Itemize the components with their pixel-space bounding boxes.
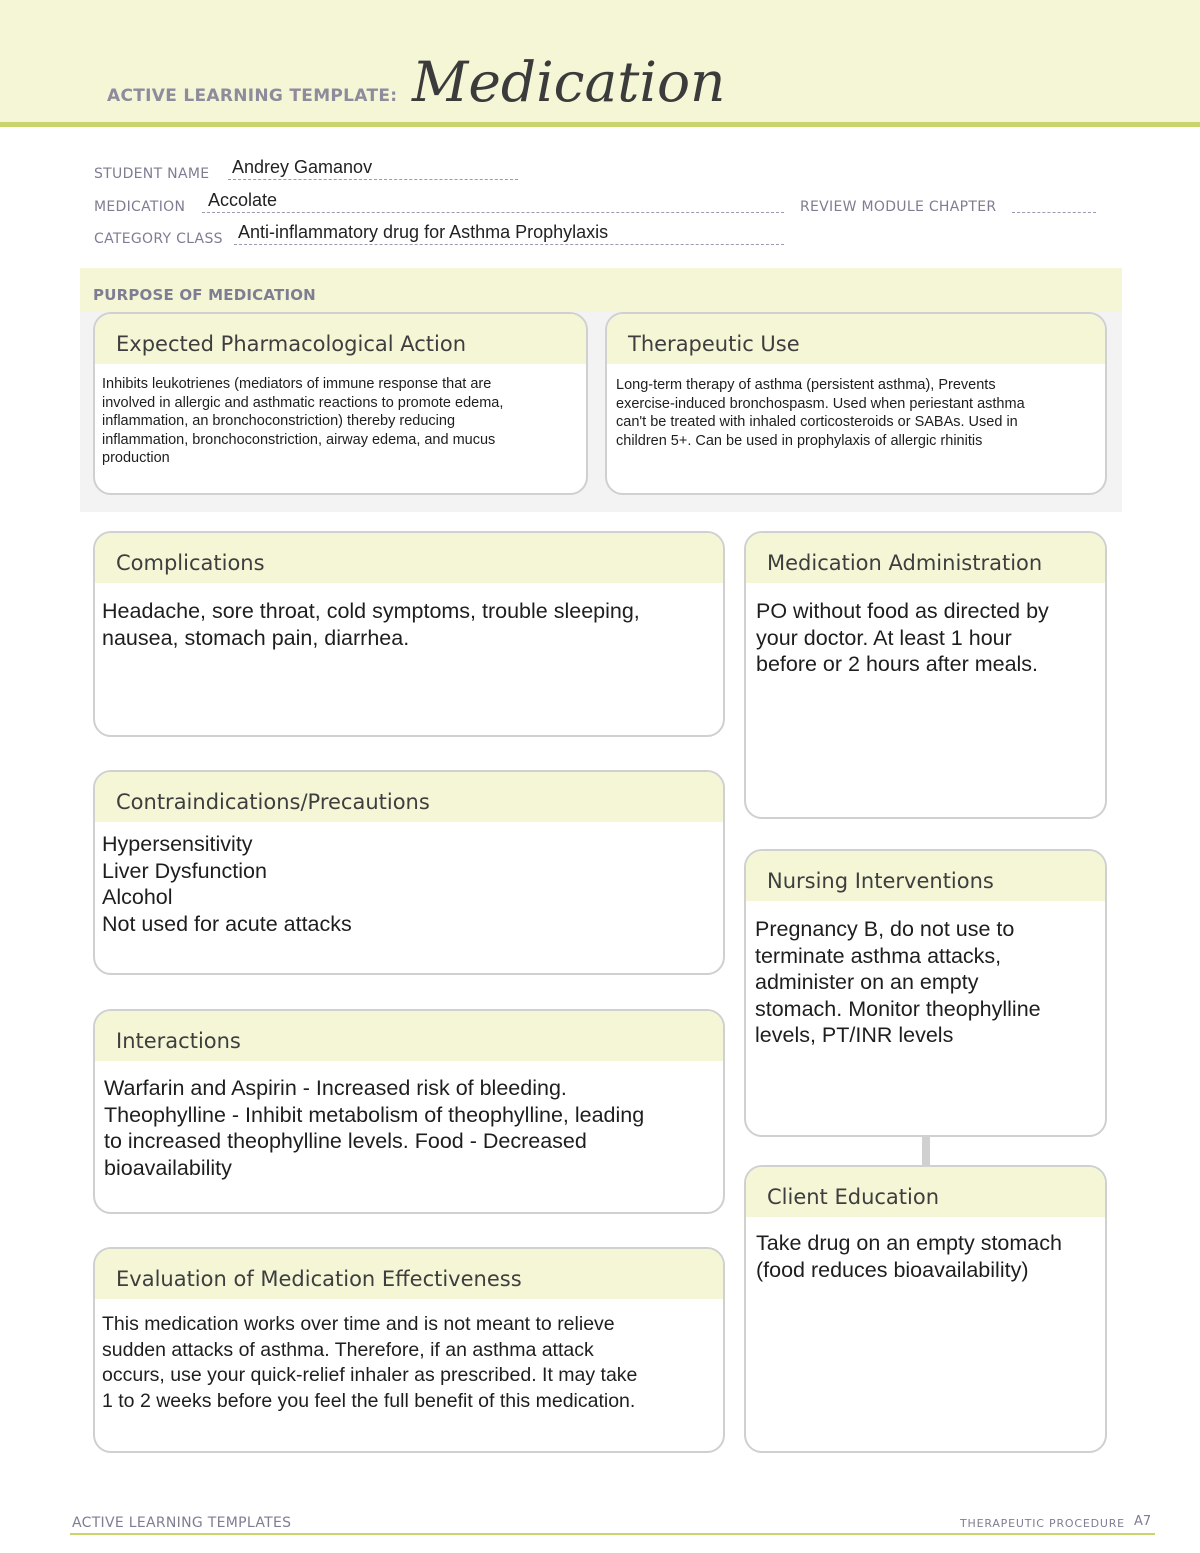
therapeutic-use-title: Therapeutic Use (607, 314, 1105, 366)
contraindications-title: Contraindications/Precautions (95, 772, 723, 824)
medication-row (94, 190, 794, 217)
client-education-box (744, 1165, 1107, 1453)
review-module-row (800, 193, 1100, 217)
student-name-line (228, 179, 518, 180)
medication-line (202, 212, 784, 213)
interactions-title: Interactions (95, 1011, 723, 1063)
category-class-field[interactable]: Anti-inflammatory drug for Asthma Prophylaxis (238, 222, 609, 242)
footer-rule (70, 1533, 1155, 1535)
page-title: Medication (412, 50, 726, 114)
page-number: A7 (1134, 1514, 1152, 1529)
administration-box (744, 531, 1107, 819)
nursing-interventions-box (744, 849, 1107, 1137)
review-module-line (1012, 212, 1096, 213)
expected-action-box (93, 312, 588, 495)
evaluation-text[interactable]: This medication works over time and is not meant to relieve sudden attacks of asthma. Therefore, if an asthma attack occurs, use your quick-relief inhaler as prescribed. It may take 1 to 2 weeks before you feel the full benefit of this medication. (102, 1313, 638, 1412)
footer-right-label: THERAPEUTIC PROCEDURE (960, 1517, 1125, 1530)
student-name-field[interactable]: Andrey Gamanov (232, 157, 373, 177)
evaluation-box (93, 1247, 725, 1453)
nursing-interventions-text[interactable]: Pregnancy B, do not use to terminate asthma attacks, administer on an empty stomach. Monitor theophylline levels, PT/INR levels (755, 917, 1041, 1047)
medication-field[interactable]: Accolate (208, 190, 278, 210)
expected-action-text[interactable]: Inhibits leukotrienes (mediators of immune response that are involved in allergic and asthmatic reactions to promote edema, inflammation, an bronchoconstriction) thereby reducing inflammation, bronchoconstriction, airway edema, and mucus production (102, 376, 504, 466)
footer-left-label: ACTIVE LEARNING TEMPLATES (72, 1515, 292, 1531)
contraindications-box (93, 770, 725, 975)
evaluation-title: Evaluation of Medication Effectiveness (95, 1249, 723, 1301)
interactions-text[interactable]: Warfarin and Aspirin - Increased risk of bleeding. Theophylline - Inhibit metabolism of theophylline, leading to increased theophylline levels. Food - Decreased bioavailability (104, 1076, 645, 1180)
contraindications-text[interactable]: Hypersensitivity Liver Dysfunction Alcohol Not used for acute attacks (102, 832, 352, 936)
expected-action-title: Expected Pharmacological Action (95, 314, 586, 366)
client-education-text[interactable]: Take drug on an empty stomach (food reduces bioavailability) (756, 1231, 1062, 1282)
complications-box (93, 531, 725, 737)
medication-label: MEDICATION (94, 199, 186, 215)
complications-title: Complications (95, 533, 723, 585)
client-education-title: Client Education (746, 1167, 1105, 1219)
review-module-label: REVIEW MODULE CHAPTER (800, 199, 997, 215)
therapeutic-use-box (605, 312, 1107, 495)
header-rule (0, 122, 1200, 127)
nursing-interventions-title: Nursing Interventions (746, 851, 1105, 903)
interactions-box (93, 1009, 725, 1214)
therapeutic-use-text[interactable]: Long-term therapy of asthma (persistent asthma), Prevents exercise-induced bronchospasm. Used when periestant asthma can't be treated with inhaled corticosteroids or SABAs. Used in children 5+. Can be used in prophylaxis of allergic rhinitis (616, 377, 1025, 449)
complications-text[interactable]: Headache, sore throat, cold symptoms, trouble sleeping, nausea, stomach pain, diarrhea. (102, 599, 640, 650)
box-connector (922, 1135, 930, 1167)
student-name-label: STUDENT NAME (94, 166, 210, 182)
administration-text[interactable]: PO without food as directed by your doctor. At least 1 hour before or 2 hours after meals. (756, 599, 1049, 676)
student-name-row (94, 157, 524, 184)
category-class-label: CATEGORY CLASS (94, 231, 223, 247)
purpose-label: PURPOSE OF MEDICATION (93, 286, 316, 304)
template-label: ACTIVE LEARNING TEMPLATE: (107, 86, 398, 106)
category-class-row (94, 222, 794, 249)
administration-title: Medication Administration (746, 533, 1105, 585)
category-class-line (234, 244, 784, 245)
